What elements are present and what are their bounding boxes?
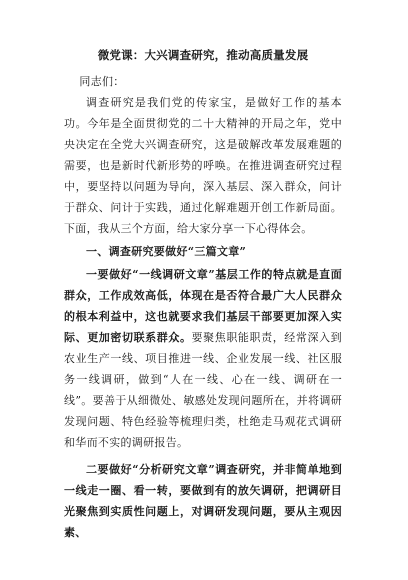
item-2-paragraph: 二要做好“分析研究文章”调查研究，并非简单地到一线走一圈、看一转，要做到有的放矢调研，把调研目光聚焦到实质性问题上，对调研发现问题，要从主观因素、 <box>64 463 342 539</box>
salutation: 同志们： <box>79 75 125 88</box>
item-1-paragraph <box>64 264 342 453</box>
intro-paragraph: 调查研究是我们党的传家宝，是做好工作的基本功。今年是全面贯彻党的二十大精神的开局之年，党中央决定在全党大兴调查研究，这是破解改革发展难题的需要，也是新时代新形势的呼唤。在推进调查研究过程中，要坚持以问题为导向，深入基层、深入群众，问计于群众、问计于实践，通过化解难题开创工作新局面。下面，我从三个方面，给大家分享一下心得体会。 <box>64 96 342 235</box>
document-title: 微党课：大兴调查研究，推动高质量发展 <box>97 48 309 62</box>
item-1-text: 要聚焦职能职责，经常深入到农业生产一线、项目推进一线、企业发展一线、社区服务一线调研，做到“人在一线、心在一线、调研在一线”。要善于从细微处、敏感处发现问题所在，并将调研发现问题、特色经验等梳理归类，杜绝走马观花式调研和华而不实的调研报告。 <box>64 331 342 449</box>
section-heading-1: 一、调查研究要做好“三篇文章” <box>86 245 247 258</box>
item-1-bold-text: 一要做好“一线调研文章”基层工作的特点就是直面群众，工作成效高低，体现在是否符合最广大人民群众的根本利益中，这也就要求我们基层干部要更加深入实际、更加密切联系群众。 <box>64 268 342 344</box>
